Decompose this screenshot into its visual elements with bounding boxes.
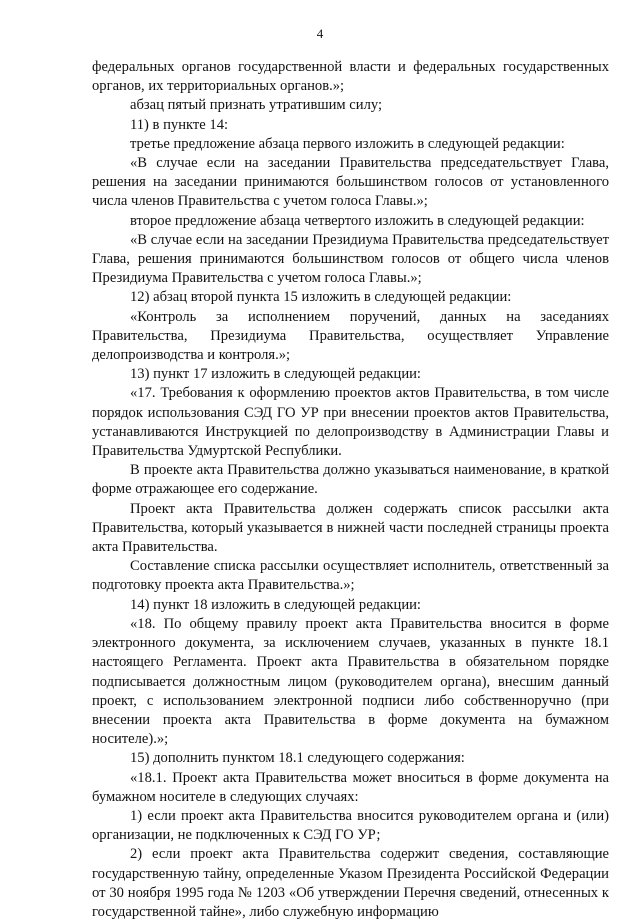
document-body <box>92 58 609 922</box>
paragraph: федеральных органов государственной власти и федеральных государственных органов, их территориальных органов.»; <box>92 59 609 95</box>
paragraph: «18.1. Проект акта Правительства может вноситься в форме документа на бумажном носителе в следующих случаях: <box>92 769 609 805</box>
paragraph: «18. По общему правилу проект акта Правительства вносится в форме электронного документа, за исключением случаев, указанных в пункте 18.1 настоящего Регламента. Проект акта Правительства в обязательном порядке подписывается должностным лицом (руководителем органа), внесшим данный проект, с использованием электронной подписи либо собственноручно (при внесении проекта акта Правительства в форме документа на бумажном носителе).»; <box>92 615 609 748</box>
paragraph: 11) в пункте 14: <box>130 116 229 133</box>
paragraph: Проект акта Правительства должен содержать список рассылки акта Правительства, который указывается в нижней части последней страницы проекта акта Правительства. <box>92 500 609 556</box>
paragraph: абзац пятый признать утратившим силу; <box>130 97 383 114</box>
paragraph: 15) дополнить пунктом 18.1 следующего содержания: <box>130 750 465 767</box>
paragraph: «В случае если на заседании Правительства председательствует Глава, решения на заседании принимаются большинством голосов от установленного числа членов Правительства с учетом голоса Главы.»; <box>92 155 609 210</box>
page-number: 4 <box>316 26 324 41</box>
paragraph: В проекте акта Правительства должно указываться наименование, в краткой форме отражающее его содержание. <box>92 462 609 498</box>
paragraph: «Контроль за исполнением поручений, данных на заседаниях Правительства, Президиума Правительства, осуществляет Управление делопроизводства и контроля.»; <box>92 308 609 364</box>
paragraph: 13) пункт 17 изложить в следующей редакции: <box>130 366 421 383</box>
paragraph: второе предложение абзаца четвертого изложить в следующей редакции: <box>130 212 585 229</box>
paragraph: 12) абзац второй пункта 15 изложить в следующей редакции: <box>130 289 512 306</box>
paragraph: 2) если проект акта Правительства содержит сведения, составляющие государственную тайну, определенные Указом Президента Российской Федерации от 30 ноября 1995 года № 1203 «Об утверждении Перечня сведений, отнесенных к государственной тайне», либо служебную информацию <box>92 846 609 920</box>
paragraph: третье предложение абзаца первого изложить в следующей редакции: <box>130 135 565 152</box>
paragraph: 14) пункт 18 изложить в следующей редакции: <box>130 596 421 613</box>
paragraph: «17. Требования к оформлению проектов актов Правительства, в том числе порядок использования СЭД ГО УР при внесении проектов актов Правительства, устанавливаются Инструкцией по делопроизводству в Администрации Главы и Правительства Удмуртской Республики. <box>92 385 609 460</box>
paragraph: «В случае если на заседании Президиума Правительства председательствует Глава, решения принимаются большинством голосов от общего числа членов Президиума Правительства с учетом голоса Главы.»; <box>92 231 609 287</box>
paragraph: 1) если проект акта Правительства вносится руководителем органа и (или) организации, не подключенных к СЭД ГО УР; <box>92 807 609 844</box>
paragraph: Составление списка рассылки осуществляет исполнитель, ответственный за подготовку проекта акта Правительства.»; <box>92 558 609 594</box>
